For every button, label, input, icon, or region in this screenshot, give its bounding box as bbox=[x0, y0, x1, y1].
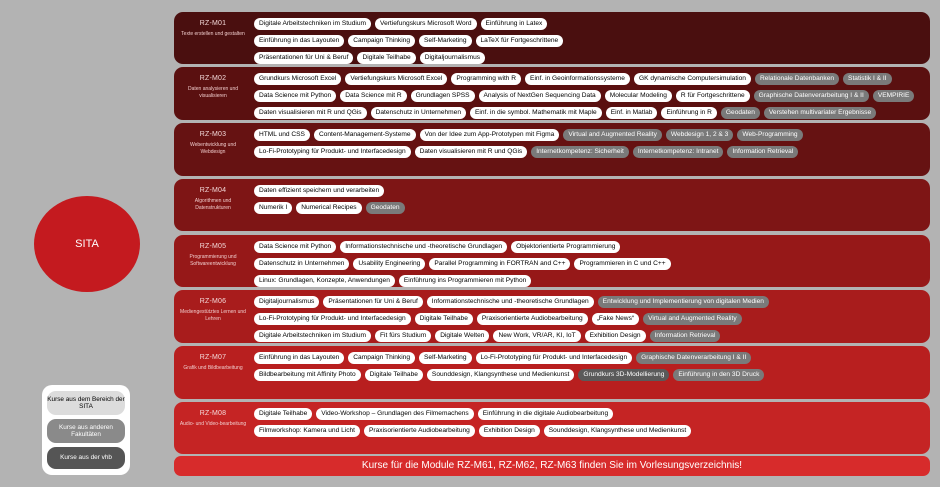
course-rows bbox=[254, 182, 926, 216]
course-row bbox=[254, 70, 926, 87]
course-chip[interactable]: Usability Engineering bbox=[353, 258, 425, 270]
footer-banner bbox=[174, 456, 930, 476]
course-chip[interactable]: Self-Marketing bbox=[419, 352, 472, 364]
course-chip[interactable]: LaTeX für Fortgeschrittene bbox=[476, 35, 564, 47]
course-chip[interactable]: Digitale Arbeitstechniken im Studium bbox=[254, 18, 371, 30]
module-description: Grafik und Bildbearbeitung bbox=[183, 365, 243, 371]
module-description: Texte erstellen und gestalten bbox=[181, 31, 245, 37]
course-chip[interactable]: Datenschutz in Unternehmen bbox=[254, 258, 349, 270]
course-chip[interactable]: Geodaten bbox=[721, 107, 760, 119]
module-rz-m01 bbox=[174, 12, 930, 64]
course-chip[interactable]: Campaign Thinking bbox=[348, 35, 415, 47]
course-chip[interactable]: Programming with R bbox=[451, 73, 521, 85]
course-rows bbox=[254, 15, 926, 66]
course-row bbox=[254, 422, 926, 439]
course-chip[interactable]: Einf. in Matlab bbox=[606, 107, 658, 119]
module-rz-m08 bbox=[174, 402, 930, 454]
course-chip[interactable]: Sounddesign, Klangsynthese und Medienkunst bbox=[427, 369, 574, 381]
course-rows bbox=[254, 70, 926, 121]
legend-vhb bbox=[47, 447, 125, 469]
module-rz-m04 bbox=[174, 179, 930, 231]
course-chip[interactable]: Grundkurs Microsoft Excel bbox=[254, 73, 341, 85]
course-chip[interactable]: Information Retrieval bbox=[650, 330, 721, 342]
course-chip[interactable]: Einführung in das Layouten bbox=[254, 352, 344, 364]
module-code: RZ-M07 bbox=[199, 354, 227, 361]
module-code: RZ-M08 bbox=[199, 410, 227, 417]
course-chip[interactable]: Programmieren in C und C++ bbox=[574, 258, 670, 270]
course-chip[interactable]: Bildbearbeitung mit Affinity Photo bbox=[254, 369, 361, 381]
course-chip[interactable]: Geodaten bbox=[366, 202, 405, 214]
course-row bbox=[254, 310, 926, 327]
footer-text: Kurse für die Module RZ-M61, RZ-M62, RZ-M63 finden Sie im Vorlesungsverzeichnis! bbox=[361, 460, 743, 471]
course-chip[interactable]: HTML und CSS bbox=[254, 129, 310, 141]
sita-label: SITA bbox=[75, 238, 99, 250]
course-chip[interactable]: Exhibition Design bbox=[585, 330, 646, 342]
course-chip[interactable]: Information Retrieval bbox=[727, 146, 798, 158]
module-header bbox=[174, 123, 252, 176]
legend-other bbox=[47, 419, 125, 443]
course-rows bbox=[254, 238, 926, 289]
module-header bbox=[174, 179, 252, 231]
course-row bbox=[254, 349, 926, 366]
course-rows bbox=[254, 349, 926, 383]
course-chip[interactable]: Einf. in die symbol. Mathematik mit Maple bbox=[470, 107, 602, 119]
course-chip[interactable]: Data Science mit R bbox=[340, 90, 406, 102]
course-row bbox=[254, 293, 926, 310]
course-chip[interactable]: Einführung in den 3D Druck bbox=[673, 369, 764, 381]
module-code: RZ-M02 bbox=[199, 75, 227, 82]
module-rz-m07 bbox=[174, 346, 930, 399]
course-row bbox=[254, 405, 926, 422]
course-chip[interactable]: Digitaljournalismus bbox=[420, 52, 485, 64]
course-row bbox=[254, 15, 926, 32]
module-description: Daten analysieren und visualisieren bbox=[187, 86, 239, 99]
course-chip[interactable]: Informationstechnische und -theoretische Grundlagen bbox=[340, 241, 507, 253]
course-chip[interactable]: Objektorientierte Programmierung bbox=[511, 241, 620, 253]
course-chip[interactable]: Exhibition Design bbox=[479, 425, 540, 437]
course-chip[interactable]: Digitaljournalismus bbox=[254, 296, 319, 308]
module-description: Algorithmen und Datenstrukturen bbox=[194, 198, 232, 211]
module-header bbox=[174, 346, 252, 399]
course-chip[interactable]: New Work, VR/AR, KI, IoT bbox=[493, 330, 580, 342]
module-description: Audio- und Video-bearbeitung bbox=[179, 421, 247, 427]
course-chip[interactable]: Präsentationen für Uni & Beruf bbox=[254, 52, 353, 64]
course-chip[interactable]: Informationstechnische und -theoretische Grundlagen bbox=[427, 296, 594, 308]
course-chip[interactable]: VEMPIRIE bbox=[873, 90, 915, 102]
module-code: RZ-M06 bbox=[199, 298, 227, 305]
course-chip[interactable]: Webdesign 1, 2 & 3 bbox=[666, 129, 733, 141]
course-chip[interactable]: Data Science mit Python bbox=[254, 241, 336, 253]
course-chip[interactable]: „Fake News“ bbox=[592, 313, 639, 325]
course-chip[interactable]: Graphische Datenverarbeitung I & II bbox=[636, 352, 751, 364]
course-chip[interactable]: Relationale Datenbanken bbox=[755, 73, 839, 85]
course-chip[interactable]: Digitale Teilhabe bbox=[365, 369, 423, 381]
course-rows bbox=[254, 405, 926, 439]
module-header bbox=[174, 67, 252, 120]
course-chip[interactable]: Analysis of NextGen Sequencing Data bbox=[479, 90, 601, 102]
course-chip[interactable]: Grundlagen SPSS bbox=[411, 90, 475, 102]
course-chip[interactable]: Internetkompetenz: Intranet bbox=[633, 146, 724, 158]
course-chip[interactable]: Einführung ins Programmieren mit Python bbox=[399, 275, 531, 287]
course-chip[interactable]: Einführung in Latex bbox=[481, 18, 548, 30]
course-chip[interactable]: Statistik I & II bbox=[843, 73, 891, 85]
course-chip[interactable]: Praxisorientierte Audiobearbeitung bbox=[477, 313, 588, 325]
module-rz-m02 bbox=[174, 67, 930, 120]
course-chip[interactable]: Lo-Fi-Prototyping für Produkt- und Interfacedesign bbox=[254, 146, 411, 158]
course-chip[interactable]: Molecular Modeling bbox=[605, 90, 672, 102]
course-chip[interactable]: Vertiefungskurs Microsoft Excel bbox=[345, 73, 447, 85]
module-rz-m05 bbox=[174, 235, 930, 287]
course-chip[interactable]: Praxisorientierte Audiobearbeitung bbox=[364, 425, 475, 437]
course-chip[interactable]: Data Science mit Python bbox=[254, 90, 336, 102]
course-chip[interactable]: Filmworkshop: Kamera und Licht bbox=[254, 425, 360, 437]
legend-sita bbox=[47, 391, 125, 415]
course-row bbox=[254, 49, 926, 66]
course-row bbox=[254, 238, 926, 255]
course-chip[interactable]: Daten visualisieren mit R und QGis bbox=[254, 107, 367, 119]
course-chip[interactable]: R für Fortgeschrittene bbox=[676, 90, 750, 102]
course-row bbox=[254, 32, 926, 49]
course-chip[interactable]: Digitale Teilhabe bbox=[415, 313, 473, 325]
course-rows bbox=[254, 126, 926, 160]
course-chip[interactable]: Lo-Fi-Prototyping für Produkt- und Interfacedesign bbox=[254, 313, 411, 325]
module-header bbox=[174, 12, 252, 64]
course-chip[interactable]: Daten visualisieren mit R und QGis bbox=[415, 146, 528, 158]
course-chip[interactable]: Linux: Grundlagen, Konzepte, Anwendungen bbox=[254, 275, 395, 287]
course-chip[interactable]: Video-Workshop – Grundlagen des Filmemachens bbox=[316, 408, 473, 420]
module-code: RZ-M03 bbox=[199, 131, 227, 138]
course-chip[interactable]: Verstehen multivariater Ergebnisse bbox=[764, 107, 876, 119]
course-chip[interactable]: Präsentationen für Uni & Beruf bbox=[323, 296, 422, 308]
course-chip[interactable]: Virtual and Augmented Reality bbox=[563, 129, 662, 141]
course-chip[interactable]: Web-Programming bbox=[737, 129, 802, 141]
course-chip[interactable]: Einf. in Geoinformationssysteme bbox=[525, 73, 630, 85]
course-chip[interactable]: Digitale Arbeitstechniken im Studium bbox=[254, 330, 371, 342]
module-code: RZ-M04 bbox=[199, 187, 227, 194]
course-chip[interactable]: Internetkompetenz: Sicherheit bbox=[531, 146, 629, 158]
course-chip[interactable]: Datenschutz in Unternehmen bbox=[371, 107, 466, 119]
course-row bbox=[254, 126, 926, 143]
course-row bbox=[254, 182, 926, 199]
module-code: RZ-M01 bbox=[199, 20, 227, 27]
course-chip[interactable]: Digitale Welten bbox=[435, 330, 489, 342]
course-chip[interactable]: Numerical Recipes bbox=[296, 202, 361, 214]
course-chip[interactable]: Graphische Datenverarbeitung I & II bbox=[754, 90, 869, 102]
module-header bbox=[174, 402, 252, 454]
course-row bbox=[254, 366, 926, 383]
course-chip[interactable]: Content-Management-Systeme bbox=[314, 129, 416, 141]
sita-circle bbox=[34, 196, 140, 292]
course-row bbox=[254, 104, 926, 121]
course-chip[interactable]: Vertiefungskurs Microsoft Word bbox=[375, 18, 477, 30]
course-chip[interactable]: Fit fürs Studium bbox=[375, 330, 431, 342]
course-chip[interactable]: Einführung in die digitale Audiobearbeitung bbox=[478, 408, 613, 420]
legend-other-label: Kurse aus anderen Fakultäten bbox=[58, 423, 113, 438]
legend-vhb-label: Kurse aus der vhb bbox=[60, 454, 112, 462]
module-header bbox=[174, 290, 252, 343]
course-row bbox=[254, 199, 926, 216]
course-chip[interactable]: Einführung in R bbox=[661, 107, 716, 119]
course-row bbox=[254, 255, 926, 272]
course-row bbox=[254, 327, 926, 344]
legend bbox=[42, 385, 130, 475]
course-chip[interactable]: Einführung in das Layouten bbox=[254, 35, 344, 47]
module-rz-m03 bbox=[174, 123, 930, 176]
legend-sita-label: Kurse aus dem Bereich der SITA bbox=[47, 395, 125, 410]
course-chip[interactable]: Von der Idee zum App-Prototypen mit Figma bbox=[420, 129, 560, 141]
module-header bbox=[174, 235, 252, 287]
module-rz-m06 bbox=[174, 290, 930, 343]
course-chip[interactable]: Digitale Teilhabe bbox=[254, 408, 312, 420]
course-row bbox=[254, 87, 926, 104]
course-chip[interactable]: GK dynamische Computersimulation bbox=[634, 73, 751, 85]
course-chip[interactable]: Lo-Fi-Prototyping für Produkt- und Interfacedesign bbox=[476, 352, 633, 364]
course-row bbox=[254, 143, 926, 160]
course-chip[interactable]: Grundkurs 3D-Modellierung bbox=[578, 369, 669, 381]
course-chip[interactable]: Digitale Teilhabe bbox=[357, 52, 415, 64]
course-chip[interactable]: Self-Marketing bbox=[419, 35, 472, 47]
course-chip[interactable]: Daten effizient speichern und verarbeiten bbox=[254, 185, 384, 197]
course-chip[interactable]: Campaign Thinking bbox=[348, 352, 415, 364]
course-chip[interactable]: Virtual and Augmented Reality bbox=[643, 313, 742, 325]
course-rows bbox=[254, 293, 926, 344]
course-chip[interactable]: Numerik I bbox=[254, 202, 292, 214]
course-row bbox=[254, 272, 926, 289]
course-chip[interactable]: Parallel Programming in FORTRAN and C++ bbox=[429, 258, 570, 270]
course-chip[interactable]: Entwicklung und Implementierung von digitalen Medien bbox=[598, 296, 769, 308]
course-chip[interactable]: Sounddesign, Klangsynthese und Medienkunst bbox=[544, 425, 691, 437]
module-description: Mediengestütztes Lernen und Lehren bbox=[180, 309, 246, 322]
module-description: Programmierung und Softwareentwicklung bbox=[189, 254, 237, 267]
module-description: Webentwicklung und Webdesign bbox=[189, 142, 237, 155]
module-code: RZ-M05 bbox=[199, 243, 227, 250]
